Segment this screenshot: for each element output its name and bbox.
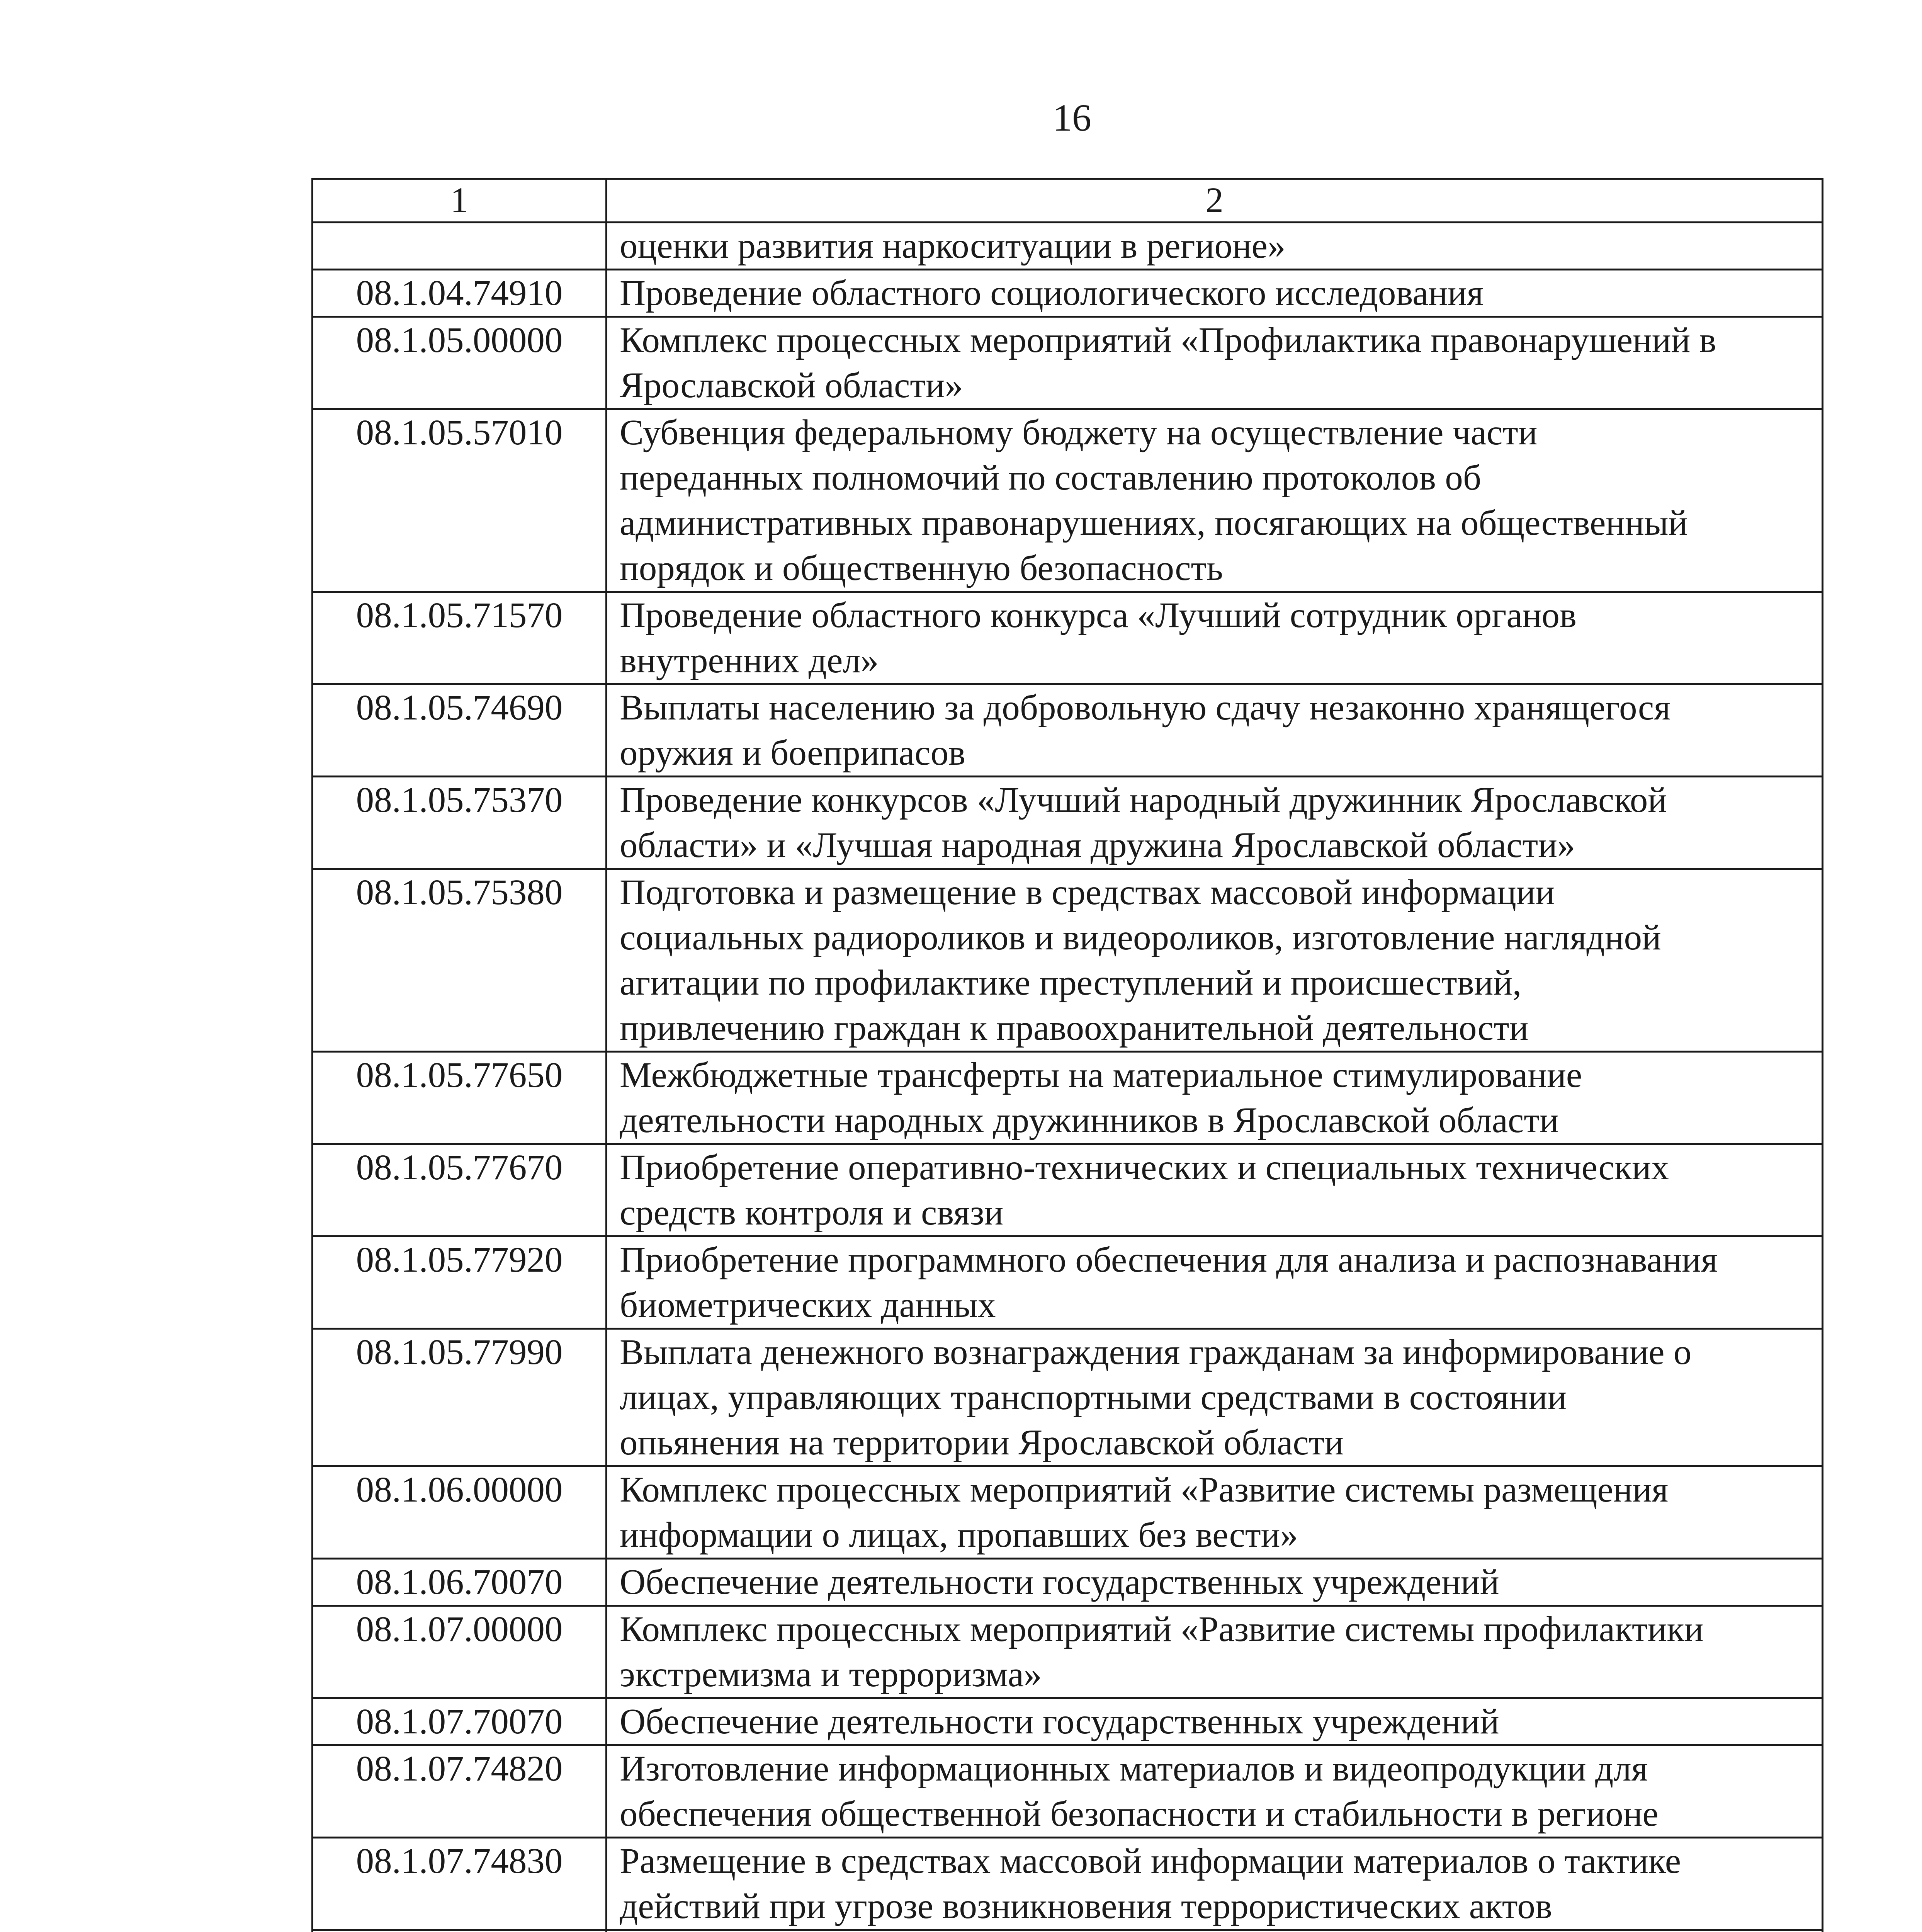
row-code: 08.1.05.77920 — [356, 1240, 563, 1280]
table-row — [313, 223, 1823, 270]
table-row — [313, 409, 1823, 592]
row-description-line: Проведение областного социологического исследования — [620, 273, 1484, 313]
row-description-line: Проведение областного конкурса «Лучший сотрудник органов — [620, 595, 1577, 635]
row-code: 08.1.06.70070 — [356, 1562, 563, 1602]
row-description-line: Субвенция федеральному бюджету на осуществление части — [620, 413, 1538, 452]
row-description-cell — [607, 1698, 1823, 1745]
row-description-cell — [607, 1559, 1823, 1606]
row-code-cell — [313, 1236, 607, 1329]
row-description-cell — [607, 1236, 1823, 1329]
row-description-cell — [607, 1745, 1823, 1838]
row-description-line: обеспечения общественной безопасности и стабильности в регионе — [620, 1794, 1659, 1834]
row-code-cell — [313, 223, 607, 270]
row-description-line: привлечению граждан к правоохранительной деятельности — [620, 1008, 1529, 1048]
row-description-line: Выплата денежного вознаграждения гражданам за информирование о — [620, 1332, 1692, 1372]
row-description-line: опьянения на территории Ярославской области — [620, 1423, 1344, 1463]
row-description-line: Межбюджетные трансферты на материальное стимулирование — [620, 1055, 1582, 1095]
row-code-cell — [313, 1466, 607, 1559]
row-description-cell — [607, 317, 1823, 409]
row-code: 08.1.07.70070 — [356, 1702, 563, 1742]
table-row — [313, 1236, 1823, 1329]
row-description-line: действий при угрозе возникновения террористических актов — [620, 1886, 1552, 1926]
row-description-line: экстремизма и терроризма» — [620, 1655, 1042, 1694]
row-description-line: Обеспечение деятельности государственных учреждений — [620, 1702, 1499, 1742]
row-description-line: оценки развития наркоситуации в регионе» — [620, 226, 1286, 266]
table-row — [313, 1559, 1823, 1606]
row-code-cell — [313, 409, 607, 592]
row-description-line: порядок и общественную безопасность — [620, 548, 1223, 588]
row-code: 08.1.05.75370 — [356, 780, 563, 820]
row-code: 08.1.04.74910 — [356, 273, 563, 313]
row-description-line: Ярославской области» — [620, 366, 963, 405]
row-description-line: деятельности народных дружинников в Ярославской области — [620, 1100, 1559, 1140]
column-header-description: 2 — [607, 179, 1823, 223]
table-row — [313, 777, 1823, 869]
row-description-cell — [607, 777, 1823, 869]
row-code: 08.1.06.00000 — [356, 1470, 563, 1510]
row-code: 08.1.05.77670 — [356, 1148, 563, 1187]
row-description-line: лицах, управляющих транспортными средствами в состоянии — [620, 1378, 1567, 1417]
row-description-cell — [607, 1466, 1823, 1559]
row-description-line: биометрических данных — [620, 1285, 996, 1325]
row-description-line: Обеспечение деятельности государственных учреждений — [620, 1562, 1499, 1602]
row-description-line: социальных радиороликов и видеороликов, изготовление наглядной — [620, 918, 1661, 957]
table-row — [313, 1698, 1823, 1745]
row-description-line: области» и «Лучшая народная дружина Ярославской области» — [620, 825, 1575, 865]
row-code: 08.1.07.74820 — [356, 1749, 563, 1789]
table-row — [313, 1466, 1823, 1559]
row-description-line: Комплекс процессных мероприятий «Развитие системы размещения — [620, 1470, 1669, 1510]
row-description-line: административных правонарушениях, посягающих на общественный — [620, 503, 1688, 543]
row-description-cell — [607, 1838, 1823, 1930]
row-code: 08.1.07.00000 — [356, 1609, 563, 1649]
table-body — [313, 223, 1823, 1932]
row-description-line: Подготовка и размещение в средствах массовой информации — [620, 872, 1555, 912]
row-description-line: оружия и боеприпасов — [620, 733, 966, 773]
row-description-cell — [607, 270, 1823, 317]
row-code-cell — [313, 1329, 607, 1466]
row-code: 08.1.05.00000 — [356, 320, 563, 360]
row-code: 08.1.05.77990 — [356, 1332, 563, 1372]
row-description-line: внутренних дел» — [620, 641, 879, 680]
row-code: 08.1.05.57010 — [356, 413, 563, 452]
row-description-line: информации о лицах, пропавших без вести» — [620, 1515, 1298, 1555]
row-description-cell — [607, 409, 1823, 592]
table-row — [313, 1144, 1823, 1236]
row-description-line: Комплекс процессных мероприятий «Профилактика правонарушений в — [620, 320, 1716, 360]
row-code-cell — [313, 869, 607, 1052]
row-code-cell — [313, 1698, 607, 1745]
row-code-cell — [313, 684, 607, 777]
table-row — [313, 1606, 1823, 1698]
row-code-cell — [313, 592, 607, 684]
row-code: 08.1.07.74830 — [356, 1841, 563, 1881]
row-description-cell — [607, 1930, 1823, 1932]
row-code-cell — [313, 777, 607, 869]
row-code: 08.1.05.74690 — [356, 688, 563, 728]
row-description-line: средств контроля и связи — [620, 1193, 1004, 1233]
table-row — [313, 1930, 1823, 1932]
row-code-cell — [313, 270, 607, 317]
row-description-cell — [607, 1144, 1823, 1236]
row-description-line: Приобретение программного обеспечения для анализа и распознавания — [620, 1240, 1718, 1280]
table-row — [313, 1329, 1823, 1466]
row-description-cell — [607, 1052, 1823, 1144]
row-code-cell — [313, 1052, 607, 1144]
row-code: 08.1.05.77650 — [356, 1055, 563, 1095]
row-code-cell — [313, 1745, 607, 1838]
row-description-cell — [607, 223, 1823, 270]
row-description-line: Выплаты населению за добровольную сдачу незаконно хранящегося — [620, 688, 1670, 728]
row-description-line: агитации по профилактике преступлений и происшествий, — [620, 963, 1522, 1003]
row-code: 08.1.05.75380 — [356, 872, 563, 912]
table-row — [313, 1838, 1823, 1930]
row-code-cell — [313, 1930, 607, 1932]
row-code-cell — [313, 1559, 607, 1606]
row-description-line: переданных полномочий по составлению протоколов об — [620, 458, 1482, 498]
row-code-cell — [313, 1838, 607, 1930]
row-code: 08.1.05.71570 — [356, 595, 563, 635]
row-description-line: Размещение в средствах массовой информации материалов о тактике — [620, 1841, 1681, 1881]
page-number: 16 — [1053, 96, 1091, 139]
row-code-cell — [313, 1606, 607, 1698]
table-row — [313, 869, 1823, 1052]
row-description-cell — [607, 592, 1823, 684]
row-description-line: Комплекс процессных мероприятий «Развитие системы профилактики — [620, 1609, 1704, 1649]
table-row — [313, 270, 1823, 317]
row-description-cell — [607, 684, 1823, 777]
row-description-line: Приобретение оперативно-технических и специальных технических — [620, 1148, 1669, 1187]
row-description-cell — [607, 869, 1823, 1052]
table-row — [313, 317, 1823, 409]
row-code-cell — [313, 1144, 607, 1236]
row-code — [317, 223, 602, 269]
table-row — [313, 684, 1823, 777]
table-row — [313, 1052, 1823, 1144]
budget-codes-table — [311, 178, 1823, 1932]
table-row — [313, 1745, 1823, 1838]
row-description-cell — [607, 1606, 1823, 1698]
table-row — [313, 592, 1823, 684]
column-header-code: 1 — [313, 179, 607, 223]
table-header-row — [313, 179, 1823, 223]
row-description-line: Изготовление информационных материалов и видеопродукции для — [620, 1749, 1648, 1789]
row-description-cell — [607, 1329, 1823, 1466]
row-code-cell — [313, 317, 607, 409]
row-description-line: Проведение конкурсов «Лучший народный дружинник Ярославской — [620, 780, 1667, 820]
